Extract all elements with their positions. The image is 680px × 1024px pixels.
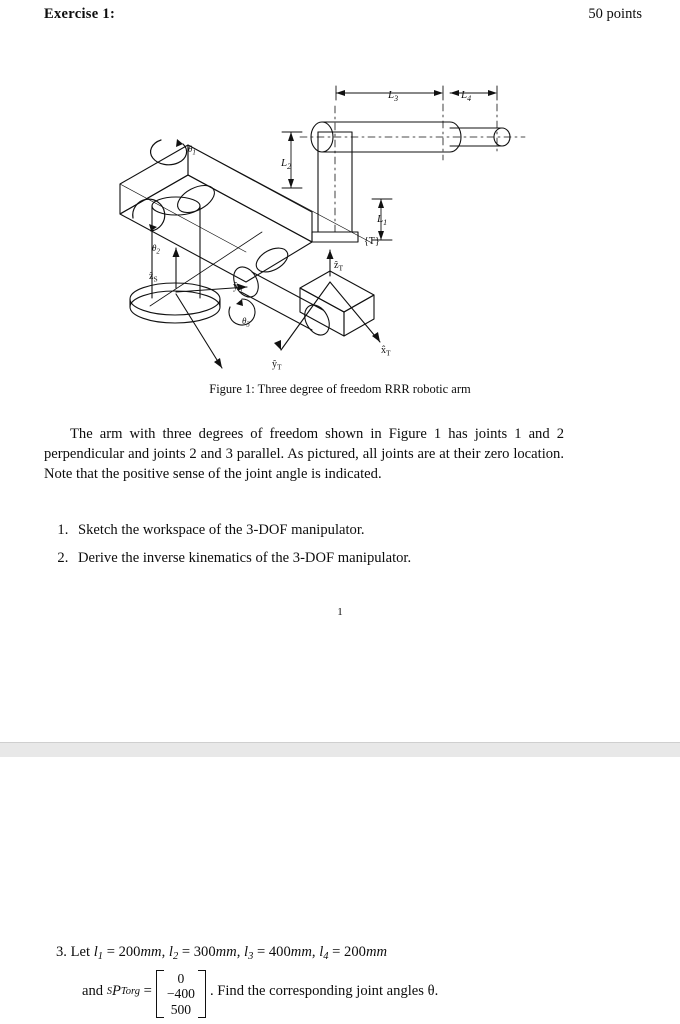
vector-entries	[164, 970, 198, 1018]
label-theta2: $\theta_2$	[152, 243, 160, 256]
page-separator-band	[0, 743, 680, 757]
q3-l4: $l_4$	[319, 944, 329, 962]
q3-comma2: ,	[236, 944, 241, 960]
bracket-left	[156, 970, 164, 1018]
page-separator-line-top	[0, 742, 680, 743]
label-L1: $L_1$	[377, 213, 388, 227]
q3-eq1: = 200	[106, 944, 141, 960]
q3-eq3: = 400	[257, 944, 291, 960]
question-list	[44, 520, 632, 576]
q3-l2: $l_2$	[168, 944, 179, 962]
q3-l1: $l_1$	[93, 944, 104, 962]
q3-mm2: mm	[215, 944, 237, 960]
vector-entry: 0	[177, 971, 185, 987]
q3-comma3: ,	[311, 944, 316, 960]
robot-arm-figure	[0, 36, 680, 376]
q3-number: 3.	[56, 944, 67, 960]
question-three-line-two	[82, 968, 636, 1016]
question-three-line-one	[56, 942, 636, 964]
label-L3: $L_3$	[388, 89, 399, 103]
page-two	[0, 757, 680, 1024]
vector-entry: 500	[170, 1001, 192, 1017]
label-L4: $L_4$	[461, 89, 472, 103]
q3-l3: $l_3$	[244, 944, 254, 962]
page-number: 1	[337, 606, 343, 618]
q3-and: and	[82, 983, 104, 1000]
q3-eq4: = 200	[332, 944, 366, 960]
list-item: 2. Derive the inverse kinematics of the 3-DOF manipulator.	[72, 548, 632, 570]
q3-p: P	[111, 983, 121, 1000]
label-z-hat-t: ẑ$_T$	[334, 260, 344, 273]
page-header	[44, 6, 642, 23]
q3-eq2: = 300	[181, 944, 216, 960]
robot-arm-drawing	[0, 36, 680, 376]
figure-caption: Figure 1: Three degree of freedom RRR robotic arm	[209, 382, 471, 396]
label-theta1: $\theta_1$	[188, 144, 196, 157]
q3-comma1: ,	[161, 944, 166, 960]
list-item: 1. Sketch the workspace of the 3-DOF manipulator.	[72, 520, 632, 542]
label-theta3: $\theta_3$	[242, 316, 250, 329]
question-three	[56, 942, 636, 1016]
q3-frame-s: S	[106, 986, 112, 998]
bracket-right	[198, 970, 206, 1018]
q3-mm1: mm	[140, 944, 162, 960]
exercise-title: Exercise 1:	[44, 6, 116, 22]
body-paragraph	[44, 424, 564, 484]
label-y-hat-t: $ŷ_T$	[272, 359, 282, 372]
q3-tail: . Find the corresponding joint angles θ.	[209, 983, 439, 1000]
q3-mm3: mm	[290, 944, 312, 960]
q3-mm4: mm	[365, 944, 388, 960]
vector-entry: −400	[166, 986, 195, 1002]
points-label: 50 points	[588, 6, 642, 22]
q3-equals: =	[143, 983, 152, 1000]
label-frame-T: {T}	[364, 236, 380, 247]
label-L2: $L_2$	[281, 157, 292, 171]
label-z-hat-s: ẑ$_S$	[149, 271, 158, 284]
q3-let: Let	[70, 944, 91, 960]
label-x-hat-t: $x̂_T$	[381, 345, 391, 358]
body-paragraph-text: The arm with three degrees of freedom shown in Figure 1 has joints 1 and 2 perpendicular and joints 2 and 3 parallel. As pictured, all joints are at their zero location. Note that the positive sense of the joint angle is indicated.	[44, 426, 564, 483]
position-vector	[156, 970, 206, 1018]
q3-p-sub: Torg	[120, 986, 140, 998]
label-y-hat-s: $ŷ_S$	[233, 281, 243, 294]
